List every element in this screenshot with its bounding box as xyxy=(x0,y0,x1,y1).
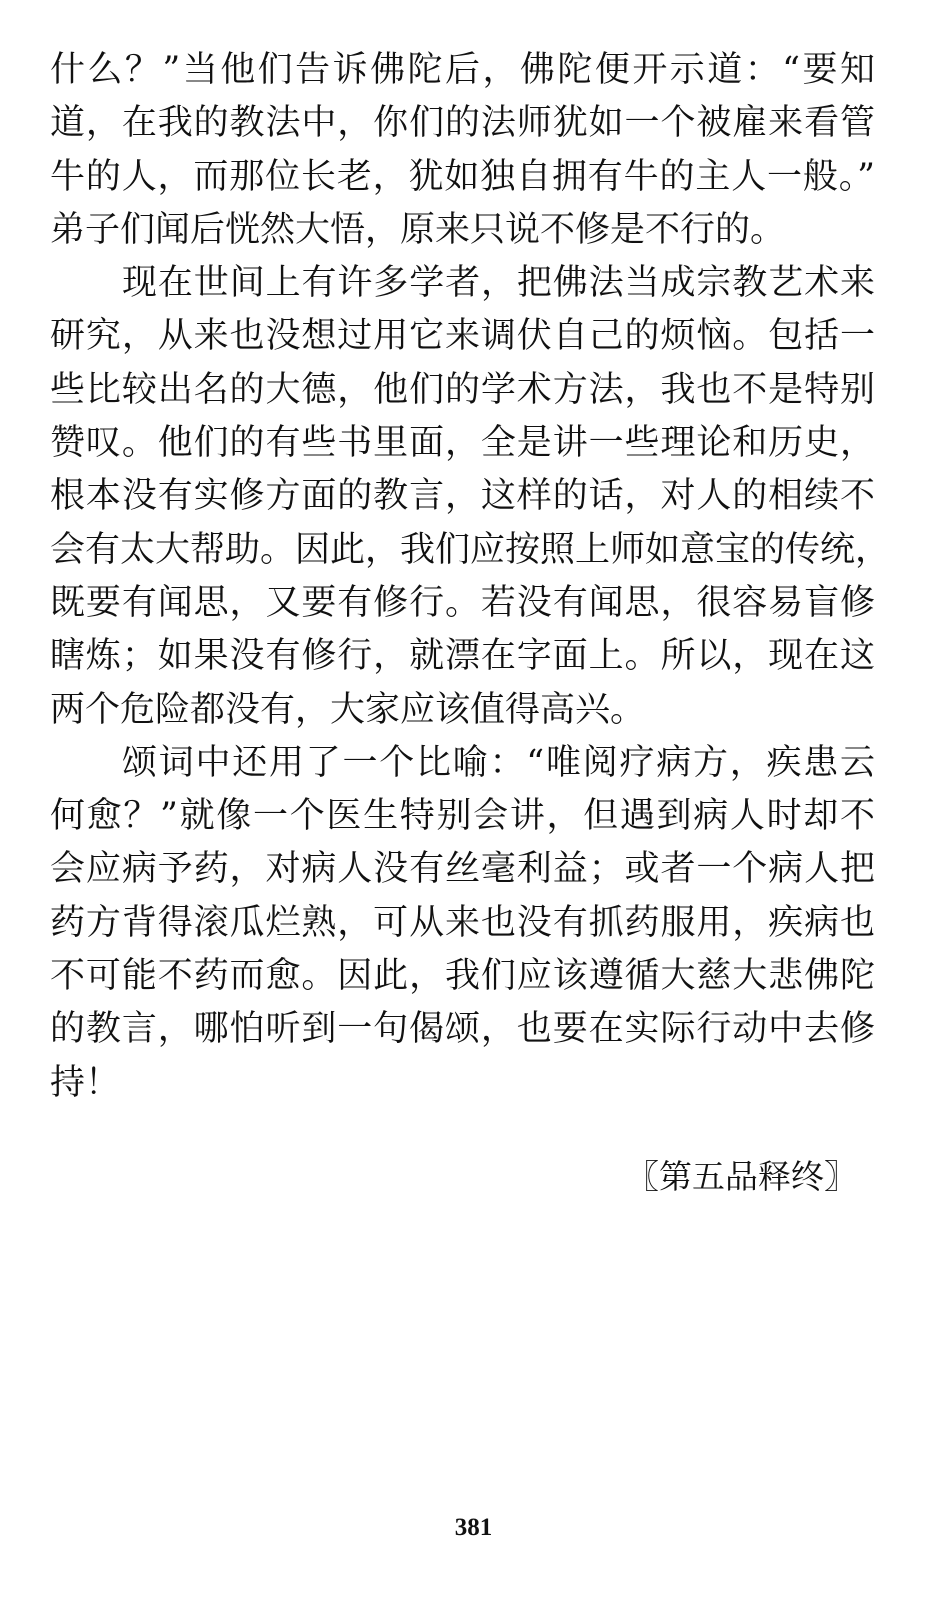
text-line: 现在世间上有许多学者，把佛法当成宗教艺术来 xyxy=(122,263,875,304)
paragraph xyxy=(50,737,875,1110)
text-line: 些比较出名的大德，他们的学术方法，我也不是特别 xyxy=(50,369,875,410)
text-line: 牛的人，而那位长老，犹如独自拥有牛的主人一般。” xyxy=(50,156,875,197)
text-line: 持！ xyxy=(50,1062,121,1103)
body-text xyxy=(50,44,891,1110)
text-line: 颂词中还用了一个比喻：“唯阅疗病方，疾患云 xyxy=(122,742,875,783)
text-line: 药方背得滚瓜烂熟，可从来也没有抓药服用，疾病也 xyxy=(50,902,875,943)
text-line: 瞎炼；如果没有修行，就漂在字面上。所以，现在这 xyxy=(50,636,875,677)
page-number: 381 xyxy=(454,1514,493,1541)
text-line: 会有太大帮助。因此，我们应按照上师如意宝的传统， xyxy=(50,529,891,570)
chapter-end-marker: 〖第五品释终〗 xyxy=(626,1157,857,1196)
text-line: 既要有闻思，又要有修行。若没有闻思，很容易盲修 xyxy=(50,582,875,623)
paragraph xyxy=(50,44,875,257)
text-line: 研究，从来也没想过用它来调伏自己的烦恼。包括一 xyxy=(50,316,875,357)
text-line: 道，在我的教法中，你们的法师犹如一个被雇来看管 xyxy=(50,103,875,144)
text-line: 何愈？”就像一个医生特别会讲，但遇到病人时却不 xyxy=(50,796,875,837)
text-line: 根本没有实修方面的教言，这样的话，对人的相续不 xyxy=(50,476,875,517)
text-line: 两个危险都没有，大家应该值得高兴。 xyxy=(50,689,646,730)
text-line: 赞叹。他们的有些书里面，全是讲一些理论和历史， xyxy=(50,423,875,464)
text-line: 的教言，哪怕听到一句偈颂，也要在实际行动中去修 xyxy=(50,1009,875,1050)
text-line: 会应病予药，对病人没有丝毫利益；或者一个病人把 xyxy=(50,849,875,890)
text-line: 弟子们闻后恍然大悟，原来只说不修是不行的。 xyxy=(50,209,786,250)
paragraph xyxy=(50,257,891,737)
text-line: 什么？”当他们告诉佛陀后，佛陀便开示道：“要知 xyxy=(50,50,875,90)
text-line: 不可能不药而愈。因此，我们应该遵循大慈大悲佛陀 xyxy=(50,956,875,997)
